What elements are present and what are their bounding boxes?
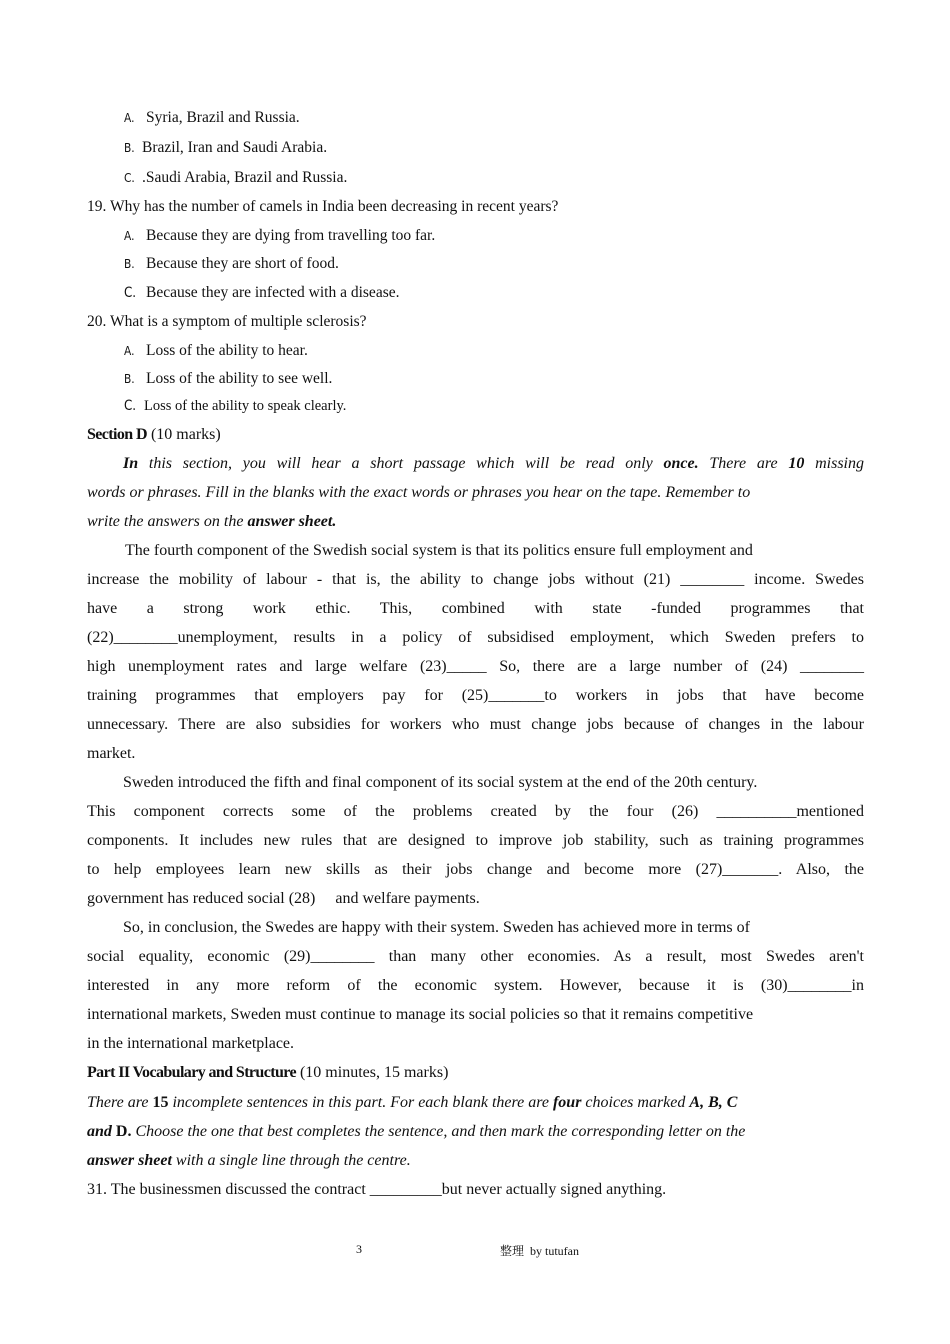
passage-line: So, in conclusion, the Swedes are happy with their system. Sweden has achieved more in terms of: [123, 919, 750, 936]
q18-option-c: [124, 168, 347, 188]
passage-line: high unemployment rates and large welfare (23)_____ So, there are a large number of (24) ________: [87, 658, 864, 675]
instr-text: choices marked: [581, 1094, 690, 1111]
passage-line: in the international marketplace.: [87, 1035, 295, 1052]
passage-line: Sweden introduced the fifth and final component of its social system at the end of the 20th century.: [123, 774, 758, 791]
question-19-stem: 19. Why has the number of camels in India been decreasing in recent years?: [87, 198, 559, 215]
option-letter: C.: [124, 398, 137, 414]
instr-emphasis: 10: [788, 455, 805, 472]
instr-text: incomplete sentences in this part. For each blank there are: [168, 1094, 553, 1111]
instr-emphasis: In: [123, 455, 139, 472]
section-d-marks: (10 marks): [150, 426, 221, 443]
passage-line: components. It includes new rules that are designed to improve job stability, such as training programmes: [87, 832, 864, 849]
instr-emphasis: answer sheet: [87, 1152, 172, 1169]
instr-emphasis: four: [552, 1094, 582, 1111]
instr-emphasis: and: [87, 1123, 112, 1140]
option-text: Loss of the ability to see well.: [146, 370, 333, 387]
part-ii-meta: (10 minutes, 15 marks): [299, 1064, 449, 1081]
instr-text: There are: [87, 1094, 153, 1111]
instr-emphasis: once.: [663, 455, 699, 472]
part-ii-instructions-line-2: [87, 1122, 864, 1142]
option-letter: B.: [124, 140, 135, 155]
part-ii-title: Part II Vocabulary and Structure: [87, 1064, 296, 1081]
passage-line: unnecessary. There are also subsidies for workers who must change jobs because of changes in the labour: [87, 716, 864, 733]
option-letter: A.: [124, 228, 135, 243]
section-d-instructions-line-2: words or phrases. Fill in the blanks with the exact words or phrases you hear on the tape. Remember to: [87, 484, 751, 501]
section-d-title: Section D: [87, 426, 147, 443]
part-ii-heading: [87, 1063, 448, 1083]
question-31: 31. The businessmen discussed the contract _________but never actually signed anything.: [87, 1181, 667, 1198]
option-letter: B.: [124, 371, 135, 386]
passage-line: market.: [87, 745, 136, 762]
passage-line: increase the mobility of labour - that is, the ability to change jobs without (21) ________ income. Swedes: [87, 571, 864, 588]
passage-line: interested in any more reform of the economic system. However, because it is (30)________in: [87, 977, 864, 994]
option-text: Because they are short of food.: [146, 255, 339, 272]
q20-option-b: [124, 369, 332, 389]
option-text: Brazil, Iran and Saudi Arabia.: [142, 139, 328, 156]
section-d-heading: [87, 425, 221, 445]
instr-emphasis: A, B, C: [689, 1094, 738, 1111]
q19-option-b: [124, 254, 339, 274]
option-text: Because they are infected with a disease.: [146, 284, 400, 301]
option-letter: A.: [124, 110, 135, 125]
q18-option-a: [124, 108, 300, 128]
option-text: Loss of the ability to hear.: [146, 342, 308, 359]
instr-text: write the answers on the: [87, 513, 248, 530]
instr-text: this section, you will hear a short passage which will be read only: [138, 455, 664, 472]
passage-line: international markets, Sweden must continue to manage its social policies so that it remains competitive: [87, 1006, 754, 1023]
q20-option-c: [124, 396, 346, 416]
passage-line: training programmes that employers pay for (25)_______to workers in jobs that have become: [87, 687, 864, 704]
q18-option-b: [124, 138, 327, 158]
page-number: 3: [356, 1242, 362, 1256]
passage-line: This component corrects some of the problems created by the four (26) __________mentioned: [87, 803, 864, 820]
part-ii-instructions-line-3: [87, 1151, 864, 1171]
passage-line: social equality, economic (29)________ than many other economies. As a result, most Swedes aren't: [87, 948, 864, 965]
option-letter: B.: [124, 256, 135, 271]
passage-line: (22)________unemployment, results in a policy of subsidised employment, which Sweden prefers to: [87, 629, 864, 646]
passage-line: government has reduced social (28) and welfare payments.: [87, 890, 480, 907]
option-letter: C.: [124, 170, 135, 185]
q19-option-a: [124, 226, 435, 246]
q19-option-c: [124, 283, 399, 303]
option-letter: A.: [124, 343, 135, 358]
instr-emphasis: 15: [152, 1094, 169, 1111]
part-ii-instructions-line-1: [87, 1093, 864, 1113]
instr-text: Choose the one that best completes the sentence, and then mark the corresponding letter on the: [131, 1123, 746, 1140]
instr-text: There are: [698, 455, 789, 472]
option-letter: C.: [124, 285, 137, 301]
q20-option-a: [124, 341, 308, 361]
option-text: .Saudi Arabia, Brazil and Russia.: [142, 169, 348, 186]
instr-text: missing: [804, 455, 865, 472]
option-text: Syria, Brazil and Russia.: [146, 109, 300, 126]
instr-emphasis: answer sheet.: [247, 513, 337, 530]
section-d-instructions-line-1: [87, 454, 864, 474]
passage-line: The fourth component of the Swedish social system is that its politics ensure full employment and: [125, 542, 753, 559]
question-20-stem: 20. What is a symptom of multiple sclerosis?: [87, 313, 367, 330]
section-d-instructions-line-3: [87, 512, 864, 532]
instr-text: with a single line through the centre.: [171, 1152, 411, 1169]
option-text: Loss of the ability to speak clearly.: [144, 398, 347, 414]
instr-emphasis: D.: [111, 1123, 132, 1140]
passage-line: have a strong work ethic. This, combined with state -funded programmes that: [87, 600, 864, 617]
footer-credit: 整理 by tutufan: [500, 1244, 579, 1258]
passage-line: to help employees learn new skills as their jobs change and become more (27)_______. Also, the: [87, 861, 864, 878]
option-text: Because they are dying from travelling too far.: [146, 227, 436, 244]
